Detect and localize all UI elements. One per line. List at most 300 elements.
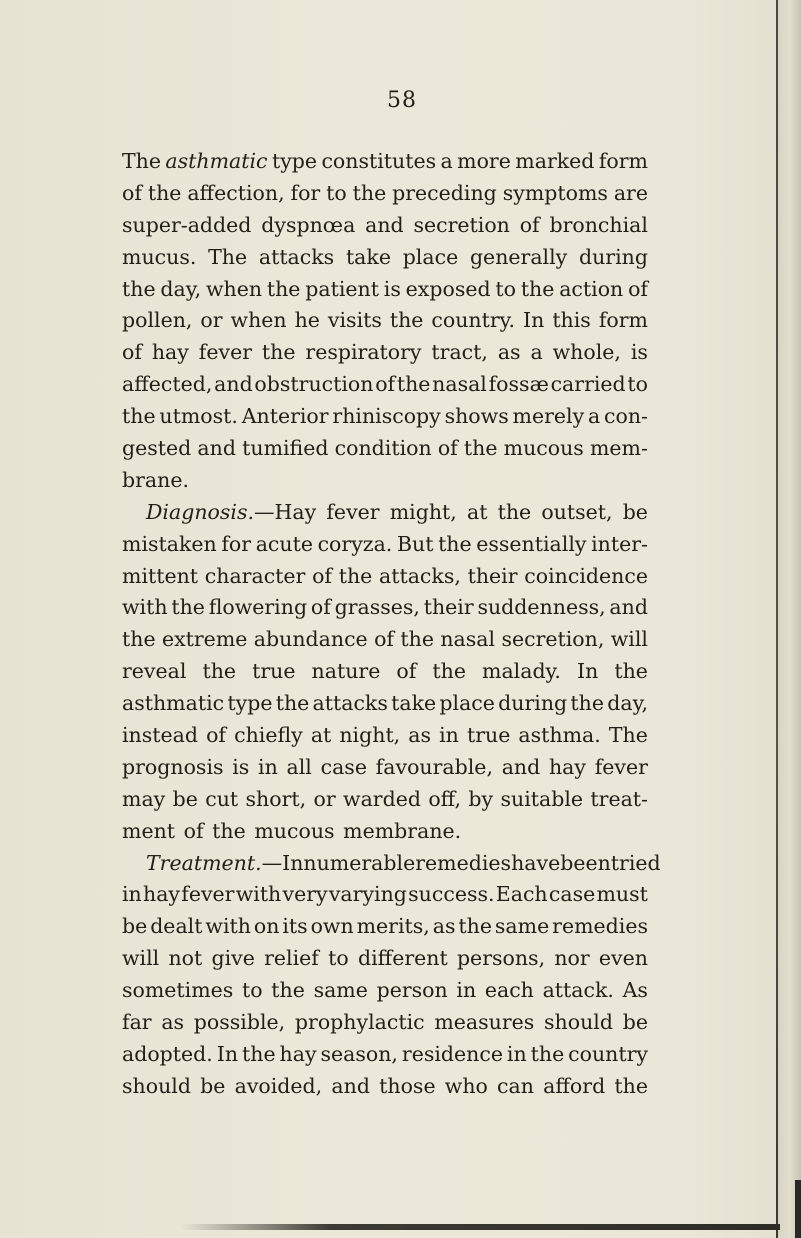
- word: [477, 592, 605, 624]
- word-text: fever: [594, 754, 648, 779]
- word: [376, 752, 493, 784]
- word-text: ment: [122, 818, 176, 843]
- word-text: day,: [160, 276, 202, 301]
- text-line: [122, 656, 648, 688]
- word-text: In: [523, 308, 545, 333]
- word-text: marked: [515, 149, 595, 173]
- word-text: respiratory: [305, 340, 422, 365]
- word-text: the: [530, 1041, 565, 1066]
- word: [588, 401, 600, 433]
- word-text: and: [365, 212, 404, 237]
- word: [457, 146, 511, 178]
- word-text: of: [122, 180, 142, 205]
- word: [165, 146, 267, 178]
- word: [559, 274, 623, 306]
- word-text: suddenness,: [477, 595, 606, 620]
- word: [431, 337, 488, 369]
- word-text: of: [519, 212, 540, 237]
- word: [544, 1007, 613, 1039]
- text-line: [122, 242, 648, 274]
- word: [339, 561, 373, 593]
- text-line: [122, 305, 648, 337]
- word: [200, 305, 222, 337]
- word: [205, 561, 306, 593]
- word: [495, 911, 549, 943]
- word: [623, 497, 648, 529]
- word: [143, 879, 180, 911]
- word: [365, 210, 404, 242]
- word-text: in: [439, 723, 459, 748]
- word-text: will: [122, 946, 160, 971]
- word-text: for: [221, 531, 252, 556]
- word-text: the: [122, 276, 156, 301]
- word-text: take: [345, 244, 391, 269]
- word: [295, 305, 320, 337]
- word: [431, 305, 515, 337]
- word-text: and: [501, 754, 541, 779]
- word: [305, 337, 421, 369]
- word-text: will: [610, 627, 648, 652]
- word: [282, 911, 307, 943]
- word-text: chiefly: [234, 723, 303, 748]
- word-text: take: [391, 691, 437, 716]
- word: [122, 688, 224, 720]
- word-text: those: [379, 1073, 436, 1098]
- word-text: mucous: [254, 818, 335, 843]
- word: [543, 1071, 605, 1103]
- word: [160, 274, 201, 306]
- word: [331, 1071, 370, 1103]
- word: [596, 879, 647, 911]
- word-text: merely: [512, 404, 585, 429]
- word: [148, 178, 182, 210]
- body-text: [122, 146, 661, 1103]
- word: [328, 943, 349, 975]
- word: [314, 784, 336, 816]
- word-text: a: [587, 404, 601, 429]
- word-text: he: [294, 308, 320, 333]
- word: [242, 401, 329, 433]
- word: [122, 592, 168, 624]
- word-text: who: [444, 1073, 488, 1098]
- bottom-shadow: [180, 1224, 780, 1230]
- word-text: brane.: [122, 467, 189, 492]
- word-text: true: [252, 659, 296, 684]
- word-text: during: [498, 691, 568, 716]
- word: [227, 688, 272, 720]
- word: [326, 497, 379, 529]
- word: [434, 1007, 534, 1039]
- word: [321, 146, 436, 178]
- word: [599, 943, 648, 975]
- word: [254, 911, 280, 943]
- word: [287, 752, 312, 784]
- word: [150, 911, 202, 943]
- word-text: and: [214, 372, 253, 397]
- word-text: give: [211, 946, 255, 971]
- word-text: measures: [434, 1010, 535, 1035]
- word-text: mucus.: [122, 244, 197, 269]
- word: [184, 816, 204, 848]
- word: [209, 592, 307, 624]
- word: [122, 561, 198, 593]
- word-text: condition: [334, 436, 432, 461]
- word-text: not: [168, 946, 203, 971]
- word: [476, 529, 586, 561]
- word: [232, 752, 249, 784]
- word: [554, 943, 589, 975]
- word: [346, 242, 391, 274]
- word: [413, 210, 509, 242]
- italic-word: Diagnosis.: [146, 499, 254, 524]
- word-text: to: [495, 276, 516, 301]
- word-text: might,: [389, 499, 457, 524]
- word: [468, 784, 493, 816]
- word-text: to: [326, 180, 347, 205]
- word: [357, 911, 430, 943]
- word-text: in: [122, 882, 142, 907]
- word-text: mucous: [503, 436, 584, 461]
- word-text: the: [438, 531, 472, 556]
- word-text: reveal: [122, 659, 187, 684]
- word: [445, 401, 509, 433]
- text-line: [122, 624, 648, 656]
- word: [485, 975, 534, 1007]
- word-text: membrane.: [343, 818, 462, 843]
- word-text: shows: [444, 404, 509, 429]
- page-corner-shadow: [795, 1180, 801, 1238]
- word: [173, 784, 198, 816]
- word-text: as: [161, 1010, 185, 1035]
- word: [568, 1039, 648, 1071]
- word-text: far: [122, 1010, 152, 1035]
- word-text: night,: [339, 723, 401, 748]
- word-text: the: [520, 276, 555, 301]
- word-text: prognosis: [122, 754, 224, 779]
- word-text: utmost.: [159, 404, 238, 429]
- word-text: exposed: [405, 276, 491, 301]
- word: [311, 720, 331, 752]
- word: [343, 816, 461, 848]
- word-text: and: [609, 595, 648, 620]
- word-text: with: [205, 914, 251, 939]
- word-text: adopted.: [122, 1041, 213, 1066]
- text-line: [122, 433, 648, 465]
- word-text: at: [310, 723, 332, 748]
- word-text: dealt: [150, 914, 203, 939]
- word: [498, 688, 567, 720]
- word: [403, 242, 459, 274]
- word: [543, 975, 614, 1007]
- word: [246, 784, 307, 816]
- word-text: at: [466, 499, 488, 524]
- word-text: the: [202, 659, 237, 684]
- word: [321, 752, 367, 784]
- word-text: gested: [122, 436, 192, 461]
- word: [467, 497, 487, 529]
- text-line: [122, 1007, 648, 1039]
- word-text: relief: [264, 946, 319, 971]
- word-text: hay: [548, 754, 586, 779]
- word: [122, 274, 156, 306]
- word: [523, 305, 544, 337]
- word: [518, 720, 600, 752]
- word: [611, 848, 661, 880]
- word-text: for: [290, 180, 321, 205]
- word: [501, 624, 604, 656]
- word-text: is: [383, 276, 401, 301]
- word-text: true: [466, 723, 511, 748]
- word-text: But: [396, 531, 434, 556]
- word-text: remedies: [552, 914, 648, 939]
- word: [122, 656, 186, 688]
- word: [498, 337, 521, 369]
- word-text: constitutes: [321, 149, 437, 173]
- word: [379, 1071, 435, 1103]
- word-text: prophylactic: [294, 1010, 425, 1035]
- italic-word: asthmatic: [165, 149, 268, 173]
- word-text: hay: [143, 882, 181, 907]
- word-text: pollen,: [122, 308, 193, 333]
- word: [271, 975, 305, 1007]
- word-text: the: [614, 659, 648, 684]
- word-text: bronchial: [549, 212, 648, 237]
- word-text: nasal: [440, 627, 496, 652]
- word: [406, 274, 491, 306]
- word: [205, 911, 251, 943]
- word: [311, 592, 331, 624]
- word: [122, 178, 142, 210]
- word: [283, 879, 328, 911]
- word: [524, 561, 648, 593]
- word: [428, 784, 461, 816]
- word: [217, 1039, 238, 1071]
- word: [467, 720, 510, 752]
- word: [291, 178, 321, 210]
- word-text: favourable,: [375, 754, 493, 779]
- word-text: attacks: [312, 691, 388, 716]
- word-text: with: [235, 882, 282, 907]
- word-text: during: [578, 244, 648, 269]
- word-text: grasses,: [334, 595, 420, 620]
- word: [122, 720, 198, 752]
- word-text: in: [456, 978, 477, 1003]
- word-text: been: [560, 850, 611, 875]
- word-text: mem-: [589, 436, 648, 461]
- text-line: [122, 369, 648, 401]
- word: [206, 720, 226, 752]
- word-text: the: [122, 627, 156, 652]
- word: [212, 816, 246, 848]
- word: [159, 401, 238, 433]
- word: [445, 1071, 488, 1103]
- word: [553, 337, 621, 369]
- text-line: [122, 1071, 648, 1103]
- word: [312, 656, 381, 688]
- word-text: secretion,: [501, 627, 605, 652]
- word: [194, 1007, 285, 1039]
- word: [391, 688, 436, 720]
- word: [326, 178, 347, 210]
- word: [433, 911, 456, 943]
- word-text: the: [497, 499, 532, 524]
- word-text: when: [205, 276, 263, 301]
- word: [231, 305, 287, 337]
- word: [408, 720, 431, 752]
- word: [482, 656, 561, 688]
- word-text: place: [439, 691, 495, 716]
- text-line: [122, 465, 648, 497]
- word: [171, 592, 205, 624]
- word-text: of: [310, 595, 331, 620]
- word-text: be: [200, 1073, 226, 1098]
- word: [609, 592, 648, 624]
- word: [211, 943, 254, 975]
- word-text: mistaken: [122, 531, 217, 556]
- word-text: super-added: [122, 212, 252, 237]
- word-text: each: [484, 978, 534, 1003]
- word-text: The: [208, 244, 248, 269]
- word: [397, 369, 431, 401]
- word: [611, 624, 648, 656]
- word-text: attack.: [542, 978, 614, 1003]
- word-text: the: [212, 818, 246, 843]
- word: [457, 943, 545, 975]
- word: [614, 1071, 648, 1103]
- word: [332, 401, 440, 433]
- word: [335, 592, 420, 624]
- word-text: its: [282, 914, 308, 939]
- word-text: their: [423, 595, 474, 620]
- word: [595, 752, 648, 784]
- word: [577, 656, 598, 688]
- word-text: to: [328, 946, 349, 971]
- text-line: [122, 337, 648, 369]
- word-text: Each: [495, 882, 548, 907]
- word-text: type: [271, 149, 318, 173]
- word-text: fever: [198, 340, 252, 365]
- word: [122, 975, 233, 1007]
- word: [379, 561, 461, 593]
- word: [267, 274, 301, 306]
- word: [456, 975, 476, 1007]
- word: [353, 178, 387, 210]
- word: [497, 1071, 534, 1103]
- word-text: case: [548, 882, 596, 907]
- word-text: the: [458, 914, 492, 939]
- word: [122, 1039, 213, 1071]
- word-text: form: [598, 308, 648, 333]
- text-line: [122, 848, 661, 880]
- word-text: treat-: [590, 786, 648, 811]
- word-text: person: [376, 978, 448, 1003]
- word: [520, 210, 540, 242]
- word: [470, 242, 567, 274]
- word: [122, 369, 212, 401]
- word-text: as: [408, 723, 432, 748]
- word-text: as: [432, 914, 456, 939]
- word-text: be: [622, 1010, 648, 1035]
- word-text: coryza.: [317, 531, 393, 556]
- word: [439, 688, 495, 720]
- word: [599, 146, 648, 178]
- word-text: and: [197, 436, 236, 461]
- page-edge-shadow: [776, 0, 778, 1238]
- word: [551, 369, 626, 401]
- word-text: the: [389, 308, 424, 333]
- text-line: [122, 561, 648, 593]
- word: [234, 720, 303, 752]
- word-text: cut: [205, 786, 239, 811]
- word-text: merits,: [356, 914, 430, 939]
- word: [313, 688, 388, 720]
- word: [122, 911, 147, 943]
- text-line: [122, 752, 648, 784]
- word-text: a: [440, 149, 453, 173]
- word: [590, 433, 648, 465]
- word: [122, 1071, 191, 1103]
- word-text: have: [511, 850, 561, 875]
- word: [202, 656, 236, 688]
- word-text: afford: [543, 1073, 606, 1098]
- word-text: the: [338, 563, 373, 588]
- word: [623, 1007, 648, 1039]
- word-text: patient: [305, 276, 379, 301]
- word: [604, 401, 648, 433]
- word: [549, 752, 586, 784]
- word: [214, 369, 253, 401]
- word-text: this: [552, 308, 591, 333]
- word: [242, 1039, 276, 1071]
- word: [122, 752, 224, 784]
- word-text: of: [312, 563, 332, 588]
- word: [122, 943, 159, 975]
- word-text: rhiniscopy: [332, 404, 441, 429]
- word: [432, 656, 466, 688]
- word-text: even: [598, 946, 648, 971]
- word: [541, 497, 612, 529]
- word-text: of: [396, 659, 417, 684]
- word-text: coincidence: [524, 563, 648, 588]
- word: [507, 1039, 527, 1071]
- word: [276, 688, 310, 720]
- word-text: place: [402, 244, 459, 269]
- word: [390, 305, 424, 337]
- word-text: or: [200, 308, 223, 333]
- word: [415, 848, 511, 880]
- word: [122, 433, 191, 465]
- word-text: essentially: [476, 531, 587, 556]
- word: [122, 848, 415, 880]
- word: [122, 1007, 152, 1039]
- text-line: [122, 688, 648, 720]
- word: [199, 337, 252, 369]
- word: [200, 1071, 225, 1103]
- word: [560, 848, 611, 880]
- word-text: the: [352, 180, 387, 205]
- word-text: to: [242, 978, 263, 1003]
- word: [464, 433, 498, 465]
- word: [122, 816, 175, 848]
- word-text: can: [497, 1073, 534, 1098]
- word: [206, 274, 262, 306]
- text-line: [122, 178, 648, 210]
- word-text: own: [310, 914, 354, 939]
- word: [122, 337, 142, 369]
- word: [392, 178, 497, 210]
- word: [495, 274, 516, 306]
- word-text: carried: [550, 372, 626, 397]
